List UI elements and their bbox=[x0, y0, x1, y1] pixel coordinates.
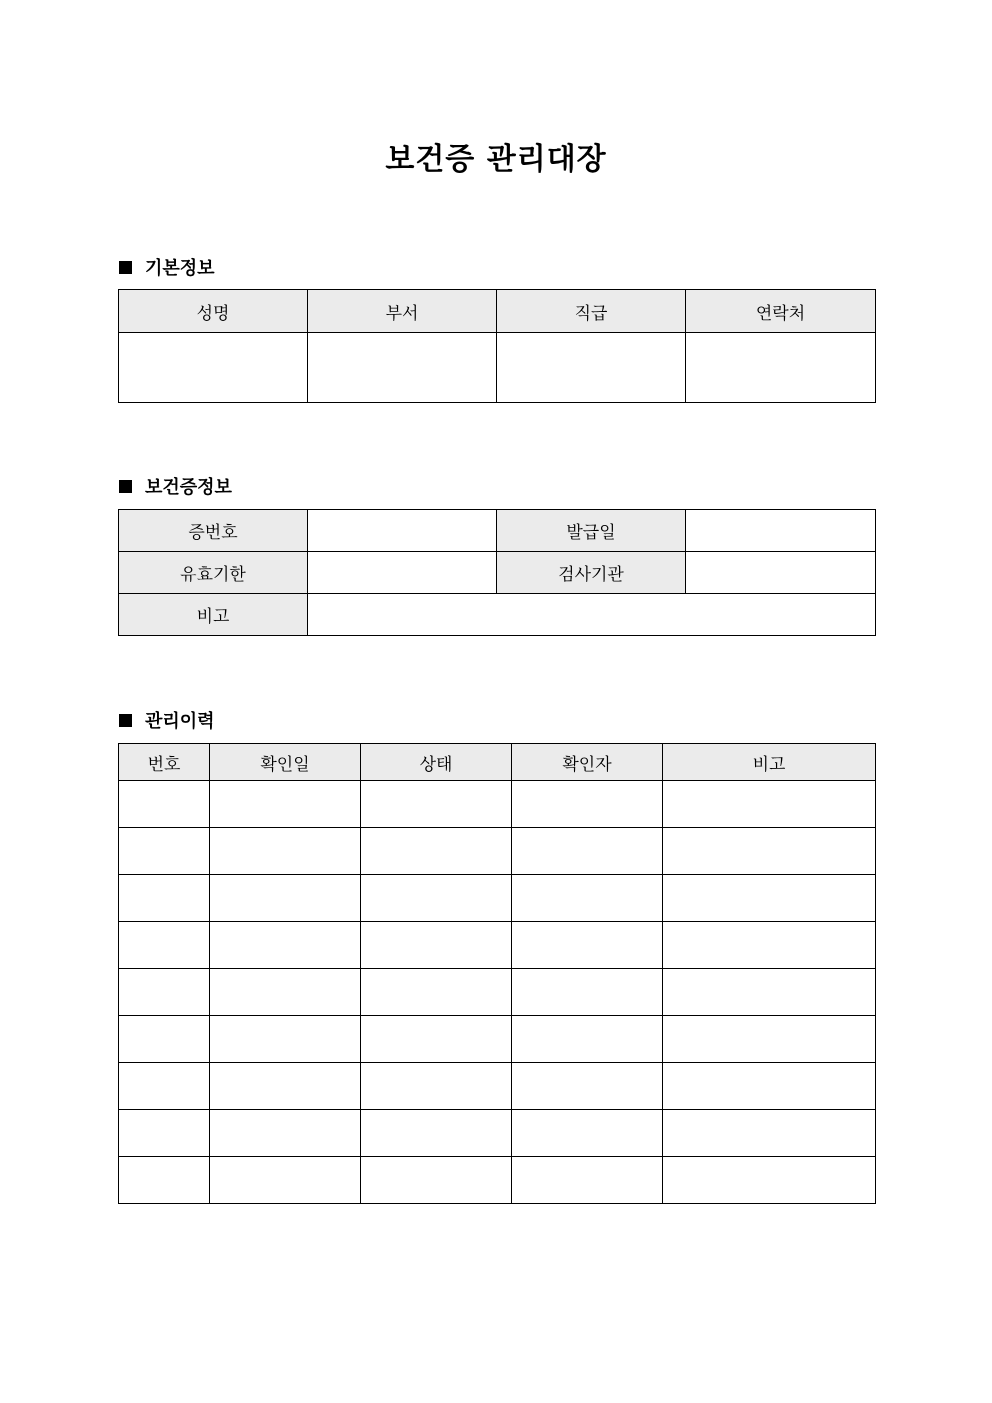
document-title: 보건증 관리대장 bbox=[385, 142, 607, 177]
label-issue-date: 발급일 bbox=[497, 510, 686, 552]
position-value-cell[interactable] bbox=[497, 333, 686, 403]
table-row bbox=[119, 1016, 876, 1063]
status-cell[interactable] bbox=[361, 828, 512, 875]
issue-date-value-cell[interactable] bbox=[686, 510, 876, 552]
header-cell-checker: 확인자 bbox=[512, 744, 663, 781]
check-date-cell[interactable] bbox=[210, 781, 361, 828]
checker-cell[interactable] bbox=[512, 1110, 663, 1157]
square-bullet-icon bbox=[119, 714, 132, 727]
section-heading-basic-info bbox=[119, 254, 215, 280]
inspection-agency-value-cell[interactable] bbox=[686, 552, 876, 594]
check-date-cell[interactable] bbox=[210, 828, 361, 875]
table-row bbox=[119, 552, 876, 594]
number-cell[interactable] bbox=[119, 1063, 210, 1110]
cert-number-value-cell[interactable] bbox=[308, 510, 497, 552]
status-cell[interactable] bbox=[361, 781, 512, 828]
table-row bbox=[119, 828, 876, 875]
history-table-body bbox=[119, 781, 876, 1204]
section-heading-text: 보건증정보 bbox=[145, 477, 232, 498]
number-cell[interactable] bbox=[119, 922, 210, 969]
table-row bbox=[119, 969, 876, 1016]
checker-cell[interactable] bbox=[512, 875, 663, 922]
header-cell-position: 직급 bbox=[497, 290, 686, 333]
expiry-value-cell[interactable] bbox=[308, 552, 497, 594]
table-header-row bbox=[119, 744, 876, 781]
remarks-cell[interactable] bbox=[663, 1157, 876, 1204]
check-date-cell[interactable] bbox=[210, 1110, 361, 1157]
remarks-cell[interactable] bbox=[663, 1063, 876, 1110]
header-cell-department: 부서 bbox=[308, 290, 497, 333]
remarks-cell[interactable] bbox=[663, 875, 876, 922]
status-cell[interactable] bbox=[361, 1063, 512, 1110]
remarks-cell[interactable] bbox=[663, 1016, 876, 1063]
table-row bbox=[119, 1063, 876, 1110]
remarks-cell[interactable] bbox=[663, 781, 876, 828]
table-row bbox=[119, 594, 876, 636]
status-cell[interactable] bbox=[361, 969, 512, 1016]
number-cell[interactable] bbox=[119, 1110, 210, 1157]
label-cert-number: 증번호 bbox=[119, 510, 308, 552]
checker-cell[interactable] bbox=[512, 828, 663, 875]
section-heading-text: 기본정보 bbox=[145, 258, 215, 279]
square-bullet-icon bbox=[119, 480, 132, 493]
remarks-cell[interactable] bbox=[663, 1110, 876, 1157]
label-inspection-agency: 검사기관 bbox=[497, 552, 686, 594]
square-bullet-icon bbox=[119, 261, 132, 274]
section-heading-certificate-info bbox=[119, 473, 232, 499]
basic-info-table bbox=[118, 289, 876, 403]
check-date-cell[interactable] bbox=[210, 922, 361, 969]
table-row bbox=[119, 1110, 876, 1157]
table-row bbox=[119, 1157, 876, 1204]
checker-cell[interactable] bbox=[512, 1016, 663, 1063]
number-cell[interactable] bbox=[119, 828, 210, 875]
number-cell[interactable] bbox=[119, 1157, 210, 1204]
status-cell[interactable] bbox=[361, 1157, 512, 1204]
status-cell[interactable] bbox=[361, 922, 512, 969]
section-heading-history bbox=[119, 707, 215, 733]
checker-cell[interactable] bbox=[512, 922, 663, 969]
history-table bbox=[118, 743, 876, 1204]
remarks-cell[interactable] bbox=[663, 922, 876, 969]
check-date-cell[interactable] bbox=[210, 1063, 361, 1110]
check-date-cell[interactable] bbox=[210, 1016, 361, 1063]
header-cell-check-date: 확인일 bbox=[210, 744, 361, 781]
checker-cell[interactable] bbox=[512, 781, 663, 828]
header-cell-name: 성명 bbox=[119, 290, 308, 333]
check-date-cell[interactable] bbox=[210, 1157, 361, 1204]
number-cell[interactable] bbox=[119, 781, 210, 828]
table-row bbox=[119, 875, 876, 922]
number-cell[interactable] bbox=[119, 969, 210, 1016]
status-cell[interactable] bbox=[361, 1110, 512, 1157]
section-heading-text: 관리이력 bbox=[145, 711, 215, 732]
table-header-row bbox=[119, 290, 876, 333]
table-row bbox=[119, 922, 876, 969]
header-cell-remarks: 비고 bbox=[663, 744, 876, 781]
name-value-cell[interactable] bbox=[119, 333, 308, 403]
check-date-cell[interactable] bbox=[210, 969, 361, 1016]
number-cell[interactable] bbox=[119, 1016, 210, 1063]
remarks-value-cell[interactable] bbox=[308, 594, 876, 636]
status-cell[interactable] bbox=[361, 1016, 512, 1063]
check-date-cell[interactable] bbox=[210, 875, 361, 922]
remarks-cell[interactable] bbox=[663, 969, 876, 1016]
header-cell-number: 번호 bbox=[119, 744, 210, 781]
remarks-cell[interactable] bbox=[663, 828, 876, 875]
header-cell-contact: 연락처 bbox=[686, 290, 876, 333]
table-row bbox=[119, 781, 876, 828]
table-row bbox=[119, 333, 876, 403]
table-row bbox=[119, 510, 876, 552]
header-cell-status: 상태 bbox=[361, 744, 512, 781]
label-expiry: 유효기한 bbox=[119, 552, 308, 594]
checker-cell[interactable] bbox=[512, 1157, 663, 1204]
checker-cell[interactable] bbox=[512, 969, 663, 1016]
contact-value-cell[interactable] bbox=[686, 333, 876, 403]
certificate-info-table bbox=[118, 509, 876, 636]
department-value-cell[interactable] bbox=[308, 333, 497, 403]
checker-cell[interactable] bbox=[512, 1063, 663, 1110]
status-cell[interactable] bbox=[361, 875, 512, 922]
label-remarks: 비고 bbox=[119, 594, 308, 636]
number-cell[interactable] bbox=[119, 875, 210, 922]
